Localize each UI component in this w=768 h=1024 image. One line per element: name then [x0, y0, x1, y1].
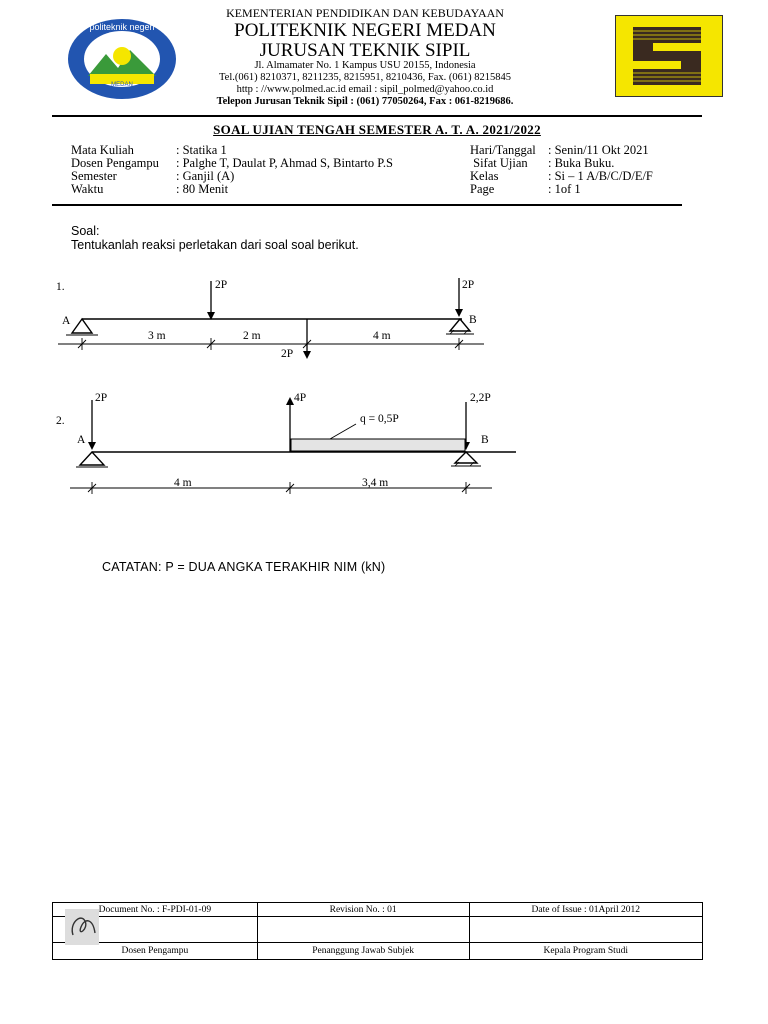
- p1-load-1-label: 2P: [215, 279, 228, 291]
- label-waktu: Waktu: [71, 182, 104, 196]
- roller-support-b: [455, 452, 477, 463]
- signature-cell-2: [257, 917, 469, 943]
- signature-cell-1: [53, 917, 258, 943]
- pin-support-a: [80, 452, 104, 465]
- institution-name: POLITEKNIK NEGERI MEDAN: [234, 20, 496, 41]
- pin-support-a: [72, 319, 92, 333]
- logo-text-bottom: MEDAN: [111, 82, 133, 88]
- document-footer-table: [52, 902, 703, 960]
- label-page: Page: [470, 182, 495, 196]
- department-name: JURUSAN TEKNIK SIPIL: [259, 40, 471, 61]
- info-rule: [52, 204, 682, 206]
- ministry-name: KEMENTERIAN PENDIDIKAN DAN KEBUDAYAAN: [226, 6, 504, 20]
- p2-dim-2: 3,4 m: [362, 477, 389, 489]
- p2-load-a-label: 2P: [95, 392, 108, 404]
- label-semester: Semester: [71, 169, 117, 183]
- label-hari: Hari/Tanggal: [470, 143, 536, 157]
- signer-dosen: Dosen Pengampu: [53, 943, 258, 960]
- p1-load-2-label: 2P: [462, 279, 475, 291]
- q-leader-line: [330, 424, 356, 439]
- p2-support-b-label: B: [481, 434, 489, 446]
- value-sifat: : Buka Buku.: [548, 156, 615, 170]
- p1-dim-2: 2 m: [243, 330, 261, 342]
- signer-kaprodi: Kepala Program Studi: [469, 943, 703, 960]
- p2-support-a-label: A: [77, 434, 86, 446]
- exam-title: SOAL UJIAN TENGAH SEMESTER A. T. A. 2021/2022: [213, 122, 541, 137]
- label-sifat: Sifat Ujian: [470, 156, 528, 170]
- revision-number: Revision No. : 01: [257, 903, 469, 917]
- instruction-text: Tentukanlah reaksi perletakan dari soal soal berikut.: [71, 238, 359, 252]
- value-waktu: : 80 Menit: [176, 182, 229, 196]
- problem-2-number: 2.: [56, 415, 65, 427]
- label-kelas: Kelas: [470, 169, 499, 183]
- logo-text-top: politeknik negeri: [89, 22, 155, 32]
- doc-number: Document No. : F-PDI-01-09: [53, 903, 258, 917]
- p1-dim-3: 4 m: [373, 330, 391, 342]
- value-hari: : Senin/11 Okt 2021: [548, 143, 649, 157]
- problem-1-number: 1.: [56, 281, 65, 293]
- issue-date: Date of Issue : 01April 2012: [469, 903, 703, 917]
- phones: Tel.(061) 8210371, 8211235, 8215951, 8210436, Fax. (061) 8215845: [219, 72, 511, 83]
- signature-cell-3: [469, 917, 703, 943]
- value-dosen: : Palghe T, Daulat P, Ahmad S, Bintarto P.S: [176, 156, 393, 170]
- header-rule: [52, 115, 702, 117]
- p1-dim-1: 3 m: [148, 330, 166, 342]
- value-semester: : Ganjil (A): [176, 169, 235, 183]
- p1-support-b-label: B: [469, 314, 477, 326]
- address: Jl. Almamater No. 1 Kampus USU 20155, Indonesia: [254, 60, 476, 71]
- label-dosen: Dosen Pengampu: [71, 156, 159, 170]
- roller-support-b: [450, 319, 470, 331]
- value-mata-kuliah: : Statika 1: [176, 143, 227, 157]
- signature-mark: [63, 905, 103, 945]
- p1-support-a-label: A: [62, 315, 71, 327]
- p2-load-b-label: 2,2P: [470, 392, 491, 404]
- distributed-load-block: [291, 439, 465, 451]
- web-email: http : //www.polmed.ac.id email : sipil_polmed@yahoo.co.id: [236, 84, 494, 95]
- p2-load-mid-label: 4P: [294, 392, 307, 404]
- signer-pj: Penanggung Jawab Subjek: [257, 943, 469, 960]
- value-page: : 1of 1: [548, 182, 581, 196]
- right-logo: [615, 15, 723, 97]
- p1-load-3-label: 2P: [281, 348, 294, 360]
- problem-1-diagram: [0, 270, 768, 380]
- p2-dist-load-label: q = 0,5P: [360, 413, 399, 425]
- soal-label: Soal:: [71, 224, 100, 238]
- dept-phone: Telepon Jurusan Teknik Sipil : (061) 77050264, Fax : 061-8219686.: [216, 96, 514, 107]
- label-mata-kuliah: Mata Kuliah: [71, 143, 134, 157]
- value-kelas: : Si – 1 A/B/C/D/E/F: [548, 169, 653, 183]
- nim-note: CATATAN: P = DUA ANGKA TERAKHIR NIM (kN): [102, 560, 386, 574]
- p2-dim-1: 4 m: [174, 477, 192, 489]
